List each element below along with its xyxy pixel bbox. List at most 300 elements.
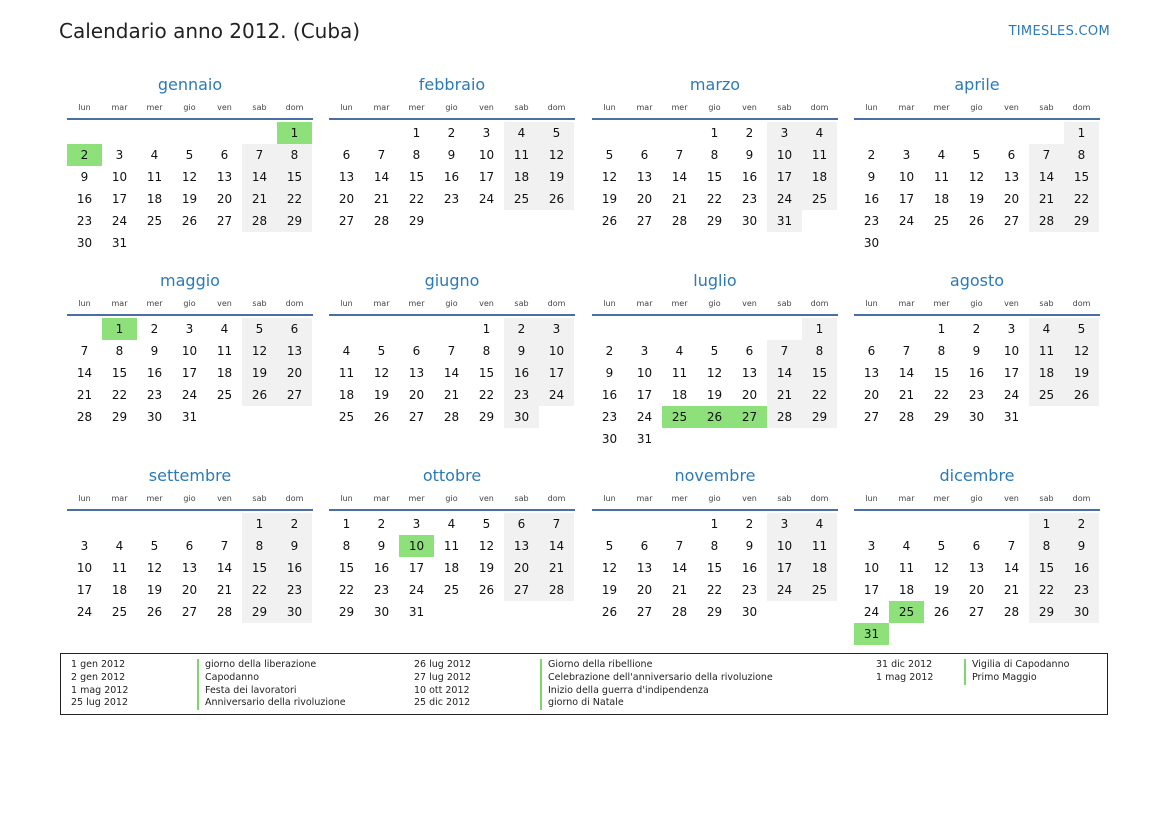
empty-cell — [627, 122, 662, 144]
empty-cell — [329, 122, 364, 144]
day-cell: 29 — [111, 410, 128, 424]
day-cell: 12 — [1064, 340, 1099, 362]
day-cell: 27 — [504, 579, 539, 601]
empty-cell — [889, 318, 924, 340]
day-cell: 4 — [902, 539, 911, 553]
day-cell: 12 — [706, 366, 723, 380]
day-cell: 8 — [937, 344, 946, 358]
day-cell: 18 — [802, 166, 837, 188]
day-cell: 8 — [482, 344, 491, 358]
empty-cell — [207, 122, 242, 144]
day-cell: 1 — [1029, 513, 1064, 535]
empty-cell — [364, 122, 399, 144]
weekday-label: ven — [1004, 494, 1019, 503]
day-cell: 8 — [342, 539, 351, 553]
day-cell: 15 — [1029, 557, 1064, 579]
legend-holiday-name: Giorno della ribellione — [540, 659, 652, 672]
weekday-label: mar — [898, 103, 915, 112]
day-cell: 25 — [216, 388, 233, 402]
day-cell: 25 — [504, 188, 539, 210]
weekday-label: ven — [742, 103, 757, 112]
weekday-label: dom — [1072, 103, 1091, 112]
weekday-label: ven — [1004, 103, 1019, 112]
day-cell: 20 — [636, 192, 653, 206]
day-cell: 7 — [675, 148, 684, 162]
day-cell: 23 — [741, 583, 758, 597]
day-cell: 4 — [1029, 318, 1064, 340]
day-cell: 16 — [443, 170, 460, 184]
day-cell: 13 — [968, 561, 985, 575]
day-cell: 26 — [373, 410, 390, 424]
day-cell: 28 — [539, 579, 574, 601]
day-cell: 5 — [605, 148, 614, 162]
day-cell: 3 — [902, 148, 911, 162]
empty-cell — [67, 513, 102, 535]
header-divider — [854, 509, 1100, 511]
weekday-label: mar — [373, 494, 390, 503]
day-cell: 16 — [76, 192, 93, 206]
day-grid — [67, 122, 313, 254]
day-cell: 26 — [146, 605, 163, 619]
holiday-legend — [60, 653, 1108, 715]
day-cell: 4 — [504, 122, 539, 144]
legend-row — [71, 697, 401, 710]
header-divider — [854, 118, 1100, 120]
day-cell: 18 — [933, 192, 950, 206]
weekday-label: lun — [78, 494, 91, 503]
day-cell: 13 — [863, 366, 880, 380]
day-grid — [329, 318, 575, 428]
month-maggio — [67, 271, 313, 428]
day-grid — [329, 513, 575, 623]
day-cell: 17 — [111, 192, 128, 206]
day-cell: 5 — [377, 344, 386, 358]
day-cell: 22 — [242, 579, 277, 601]
empty-cell — [67, 122, 102, 144]
header-divider — [329, 509, 575, 511]
empty-cell — [662, 318, 697, 340]
day-cell: 28 — [671, 214, 688, 228]
day-cell: 4 — [447, 517, 456, 531]
day-cell: 10 — [898, 170, 915, 184]
day-cell: 26 — [478, 583, 495, 597]
day-cell: 9 — [504, 340, 539, 362]
weekday-label: dom — [1072, 494, 1091, 503]
empty-cell — [854, 318, 889, 340]
day-cell: 25 — [1029, 384, 1064, 406]
legend-column — [414, 659, 773, 710]
weekday-label: lun — [603, 494, 616, 503]
holiday-day-cell: 26 — [697, 406, 732, 428]
day-cell: 30 — [504, 406, 539, 428]
weekday-label: sab — [777, 103, 792, 112]
day-cell: 9 — [377, 539, 386, 553]
day-cell: 29 — [408, 214, 425, 228]
day-cell: 1 — [482, 322, 491, 336]
day-cell: 4 — [115, 539, 124, 553]
day-cell: 21 — [671, 192, 688, 206]
empty-cell — [854, 513, 889, 535]
day-cell: 30 — [601, 432, 618, 446]
weekday-label: gio — [970, 103, 983, 112]
weekday-header — [329, 494, 575, 506]
day-cell: 21 — [216, 583, 233, 597]
legend-row — [414, 697, 744, 710]
weekday-label: mer — [671, 494, 688, 503]
legend-holiday-name: giorno di Natale — [540, 697, 624, 710]
day-cell: 13 — [338, 170, 355, 184]
day-cell: 29 — [1029, 601, 1064, 623]
empty-cell — [924, 513, 959, 535]
day-cell: 4 — [342, 344, 351, 358]
legend-holiday-name: Celebrazione dell'anniversario della rivoluzione — [540, 672, 773, 685]
day-cell: 4 — [802, 122, 837, 144]
day-cell: 20 — [636, 583, 653, 597]
day-cell: 16 — [741, 561, 758, 575]
day-cell: 13 — [741, 366, 758, 380]
day-cell: 9 — [745, 539, 754, 553]
month-name: giugno — [424, 271, 480, 290]
empty-cell — [959, 122, 994, 144]
weekday-label: dom — [547, 103, 566, 112]
day-cell: 28 — [443, 410, 460, 424]
day-cell: 7 — [1007, 539, 1016, 553]
month-name: novembre — [674, 466, 756, 485]
day-cell: 19 — [933, 583, 950, 597]
empty-cell — [592, 513, 627, 535]
day-grid — [854, 122, 1100, 254]
weekday-label: lun — [78, 299, 91, 308]
header-divider — [592, 118, 838, 120]
day-cell: 7 — [220, 539, 229, 553]
day-cell: 11 — [338, 366, 355, 380]
empty-cell — [767, 318, 802, 340]
legend-date: 25 lug 2012 — [71, 697, 128, 709]
weekday-header — [854, 299, 1100, 311]
day-cell: 21 — [671, 583, 688, 597]
weekday-label: gio — [708, 299, 721, 308]
day-cell: 24 — [408, 583, 425, 597]
day-cell: 11 — [802, 535, 837, 557]
day-cell: 5 — [185, 148, 194, 162]
empty-cell — [329, 318, 364, 340]
weekday-label: gio — [183, 494, 196, 503]
weekday-header — [67, 494, 313, 506]
day-cell: 2 — [745, 126, 754, 140]
holiday-day-cell: 25 — [662, 406, 697, 428]
day-cell: 13 — [216, 170, 233, 184]
day-cell: 16 — [146, 366, 163, 380]
weekday-label: sab — [514, 494, 529, 503]
day-cell: 17 — [181, 366, 198, 380]
day-cell: 19 — [373, 388, 390, 402]
weekday-label: lun — [603, 299, 616, 308]
weekday-label: mar — [111, 103, 128, 112]
day-cell: 26 — [968, 214, 985, 228]
day-cell: 7 — [1029, 144, 1064, 166]
day-cell: 9 — [1064, 535, 1099, 557]
weekday-header — [592, 494, 838, 506]
weekday-label: gio — [183, 299, 196, 308]
day-cell: 21 — [1003, 583, 1020, 597]
legend-holiday-name: Primo Maggio — [964, 672, 1037, 685]
day-cell: 19 — [146, 583, 163, 597]
weekday-label: gio — [970, 494, 983, 503]
day-cell: 5 — [539, 122, 574, 144]
weekday-label: mer — [671, 299, 688, 308]
day-cell: 3 — [767, 122, 802, 144]
day-cell: 4 — [150, 148, 159, 162]
page-title: Calendario anno 2012. (Cuba) — [59, 19, 361, 43]
day-cell: 6 — [412, 344, 421, 358]
day-cell: 16 — [277, 557, 312, 579]
day-cell: 20 — [338, 192, 355, 206]
day-cell: 24 — [863, 605, 880, 619]
empty-cell — [399, 318, 434, 340]
day-cell: 9 — [80, 170, 89, 184]
day-cell: 23 — [146, 388, 163, 402]
day-cell: 2 — [277, 513, 312, 535]
weekday-label: sab — [514, 103, 529, 112]
day-cell: 18 — [338, 388, 355, 402]
day-cell: 8 — [802, 340, 837, 362]
day-cell: 15 — [706, 561, 723, 575]
day-cell: 16 — [373, 561, 390, 575]
day-cell: 13 — [1003, 170, 1020, 184]
day-cell: 15 — [478, 366, 495, 380]
weekday-label: mer — [146, 494, 163, 503]
day-cell: 7 — [539, 513, 574, 535]
day-cell: 16 — [601, 388, 618, 402]
day-cell: 20 — [1003, 192, 1020, 206]
day-cell: 1 — [412, 126, 421, 140]
weekday-label: mar — [373, 103, 390, 112]
day-grid — [592, 513, 838, 623]
day-cell: 16 — [863, 192, 880, 206]
day-cell: 10 — [539, 340, 574, 362]
weekday-label: mar — [636, 103, 653, 112]
day-cell: 14 — [443, 366, 460, 380]
day-cell: 22 — [802, 384, 837, 406]
weekday-label: mer — [146, 299, 163, 308]
weekday-header — [854, 494, 1100, 506]
day-cell: 1 — [710, 517, 719, 531]
day-cell: 24 — [181, 388, 198, 402]
day-cell: 27 — [277, 384, 312, 406]
day-cell: 30 — [863, 236, 880, 250]
day-cell: 20 — [408, 388, 425, 402]
weekday-header — [67, 103, 313, 115]
legend-row — [71, 672, 401, 685]
day-cell: 27 — [338, 214, 355, 228]
day-cell: 12 — [373, 366, 390, 380]
day-cell: 14 — [539, 535, 574, 557]
day-cell: 1 — [710, 126, 719, 140]
day-grid — [592, 318, 838, 450]
day-cell: 23 — [373, 583, 390, 597]
month-luglio — [592, 271, 838, 450]
weekday-label: mer — [408, 103, 425, 112]
header-divider — [329, 118, 575, 120]
day-cell: 18 — [898, 583, 915, 597]
day-cell: 29 — [706, 605, 723, 619]
month-marzo — [592, 75, 838, 232]
day-cell: 25 — [802, 188, 837, 210]
legend-date: 1 gen 2012 — [71, 659, 126, 670]
day-cell: 23 — [1064, 579, 1099, 601]
empty-cell — [67, 318, 102, 340]
day-cell: 25 — [146, 214, 163, 228]
day-cell: 21 — [443, 388, 460, 402]
header-divider — [67, 314, 313, 316]
day-cell: 23 — [968, 388, 985, 402]
day-cell: 30 — [373, 605, 390, 619]
day-cell: 20 — [863, 388, 880, 402]
day-cell: 15 — [706, 170, 723, 184]
day-cell: 1 — [242, 513, 277, 535]
legend-holiday-name: Festa dei lavoratori — [197, 685, 297, 698]
day-cell: 28 — [373, 214, 390, 228]
weekday-label: lun — [865, 494, 878, 503]
day-cell: 10 — [111, 170, 128, 184]
day-cell: 11 — [671, 366, 688, 380]
weekday-label: gio — [970, 299, 983, 308]
day-cell: 30 — [76, 236, 93, 250]
weekday-label: mar — [111, 299, 128, 308]
day-cell: 28 — [898, 410, 915, 424]
day-cell: 6 — [972, 539, 981, 553]
day-cell: 12 — [968, 170, 985, 184]
day-cell: 21 — [1029, 188, 1064, 210]
month-agosto — [854, 271, 1100, 428]
day-cell: 4 — [937, 148, 946, 162]
day-cell: 11 — [216, 344, 233, 358]
day-cell: 2 — [605, 344, 614, 358]
empty-cell — [627, 513, 662, 535]
weekday-header — [854, 103, 1100, 115]
day-cell: 20 — [277, 362, 312, 384]
legend-date: 1 mag 2012 — [876, 671, 934, 683]
weekday-label: ven — [742, 299, 757, 308]
weekday-label: gio — [708, 494, 721, 503]
day-cell: 27 — [408, 410, 425, 424]
day-cell: 18 — [504, 166, 539, 188]
empty-cell — [662, 122, 697, 144]
legend-date: 10 ott 2012 — [414, 684, 470, 696]
day-cell: 14 — [898, 366, 915, 380]
day-cell: 5 — [972, 148, 981, 162]
weekday-header — [67, 299, 313, 311]
day-cell: 10 — [767, 535, 802, 557]
day-cell: 28 — [216, 605, 233, 619]
day-cell: 17 — [478, 170, 495, 184]
day-cell: 6 — [277, 318, 312, 340]
header-divider — [592, 509, 838, 511]
day-cell: 17 — [863, 583, 880, 597]
day-cell: 5 — [150, 539, 159, 553]
day-cell: 12 — [601, 561, 618, 575]
day-cell: 22 — [111, 388, 128, 402]
day-cell: 30 — [146, 410, 163, 424]
day-cell: 12 — [181, 170, 198, 184]
month-name: gennaio — [157, 75, 223, 94]
empty-cell — [959, 513, 994, 535]
day-cell: 4 — [220, 322, 229, 336]
day-cell: 18 — [443, 561, 460, 575]
day-cell: 13 — [504, 535, 539, 557]
holiday-day-cell: 2 — [67, 144, 102, 166]
day-cell: 28 — [76, 410, 93, 424]
weekday-label: sab — [1039, 103, 1054, 112]
day-cell: 4 — [802, 513, 837, 535]
legend-holiday-name: Anniversario della rivoluzione — [197, 697, 346, 710]
weekday-label: dom — [1072, 299, 1091, 308]
weekday-label: lun — [340, 299, 353, 308]
day-cell: 27 — [1003, 214, 1020, 228]
weekday-label: mar — [898, 299, 915, 308]
day-cell: 18 — [671, 388, 688, 402]
weekday-label: mar — [898, 494, 915, 503]
brand-link[interactable]: TIMESLES.COM — [1008, 24, 1110, 39]
day-cell: 18 — [802, 557, 837, 579]
weekday-label: mer — [933, 299, 950, 308]
day-cell: 27 — [216, 214, 233, 228]
day-cell: 24 — [767, 579, 802, 601]
legend-holiday-name: Capodanno — [197, 672, 259, 685]
day-cell: 15 — [111, 366, 128, 380]
day-cell: 8 — [1029, 535, 1064, 557]
day-cell: 7 — [447, 344, 456, 358]
day-cell: 1 — [342, 517, 351, 531]
day-cell: 23 — [443, 192, 460, 206]
empty-cell — [102, 513, 137, 535]
day-cell: 16 — [741, 170, 758, 184]
day-cell: 19 — [1064, 362, 1099, 384]
day-cell: 25 — [338, 410, 355, 424]
month-name: maggio — [160, 271, 220, 290]
day-cell: 28 — [1029, 210, 1064, 232]
day-cell: 13 — [636, 561, 653, 575]
legend-row — [414, 659, 744, 672]
month-name: settembre — [148, 466, 232, 485]
weekday-label: gio — [445, 494, 458, 503]
day-cell: 12 — [933, 561, 950, 575]
day-cell: 23 — [741, 192, 758, 206]
empty-cell — [172, 513, 207, 535]
day-cell: 5 — [1064, 318, 1099, 340]
empty-cell — [592, 318, 627, 340]
day-cell: 7 — [242, 144, 277, 166]
day-cell: 16 — [968, 366, 985, 380]
day-cell: 19 — [539, 166, 574, 188]
day-cell: 3 — [412, 517, 421, 531]
empty-cell — [627, 318, 662, 340]
weekday-label: dom — [285, 494, 304, 503]
weekday-label: mer — [146, 103, 163, 112]
legend-holiday-name: giorno della liberazione — [197, 659, 316, 672]
day-cell: 14 — [373, 170, 390, 184]
day-cell: 12 — [539, 144, 574, 166]
month-giugno — [329, 271, 575, 428]
weekday-label: sab — [514, 299, 529, 308]
day-cell: 2 — [150, 322, 159, 336]
day-cell: 14 — [671, 561, 688, 575]
day-cell: 29 — [933, 410, 950, 424]
day-cell: 6 — [220, 148, 229, 162]
day-cell: 19 — [968, 192, 985, 206]
day-cell: 1 — [1064, 122, 1099, 144]
empty-cell — [207, 513, 242, 535]
